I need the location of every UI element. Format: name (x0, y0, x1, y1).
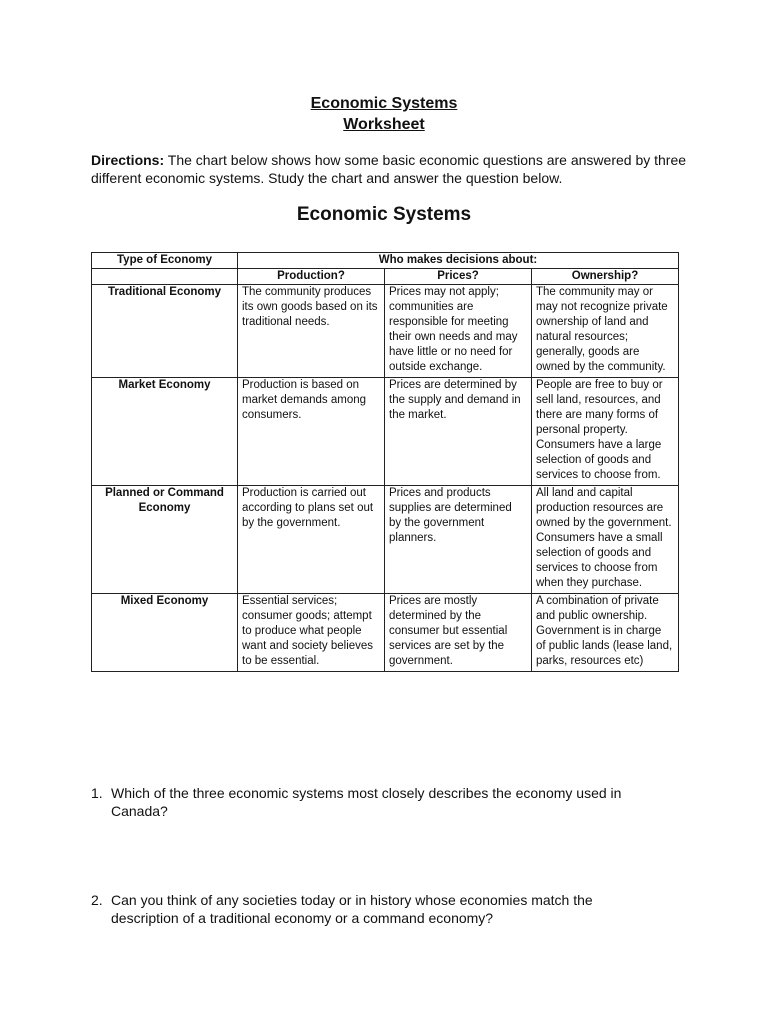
question-text-line1: Which of the three economic systems most closely describes the economy used in (111, 785, 622, 801)
row-prices-cell: Prices are determined by the supply and demand in the market. (385, 378, 532, 486)
row-production-cell: Production is carried out according to plans set out by the government. (238, 486, 385, 594)
row-ownership-cell: A combination of private and public ownership. Government is in charge of public lands (lease land, parks, resources etc) (532, 594, 679, 672)
row-type-cell: Mixed Economy (92, 594, 238, 672)
table-row (92, 378, 679, 486)
row-type-cell: Market Economy (92, 378, 238, 486)
header-who-makes-decisions: Who makes decisions about: (238, 253, 679, 269)
question-number: 2. (91, 892, 103, 908)
page-title (0, 93, 768, 135)
economic-systems-table (91, 252, 679, 672)
header-type-of-economy: Type of Economy (92, 253, 238, 269)
question-2 (91, 891, 691, 927)
row-type-cell: Traditional Economy (92, 285, 238, 378)
row-ownership-cell: The community may or may not recognize private ownership of land and natural resources; generally, goods are owned by the community. (532, 285, 679, 378)
question-number: 1. (91, 785, 103, 801)
question-text-line1: Can you think of any societies today or in history whose economies match the (111, 892, 593, 908)
header-ownership: Ownership? (532, 269, 679, 285)
chart-title: Economic Systems (296, 204, 472, 225)
question-text-line2: Canada? (111, 803, 168, 819)
header-prices: Prices? (385, 269, 532, 285)
question-1 (91, 784, 691, 820)
table-row (92, 486, 679, 594)
row-ownership-cell: All land and capital production resources are owned by the government. Consumers have a small selection of goods and services to choose from when they purchase. (532, 486, 679, 594)
table-header-row (92, 253, 679, 269)
row-ownership-cell: People are free to buy or sell land, resources, and there are many forms of personal property. Consumers have a large selection of goods and services to choose from. (532, 378, 679, 486)
row-production-cell: Production is based on market demands among consumers. (238, 378, 385, 486)
table-row (92, 285, 679, 378)
row-prices-cell: Prices may not apply; communities are responsible for meeting their own needs and may have little or no need for outside exchange. (385, 285, 532, 378)
directions-text: The chart below shows how some basic economic questions are answered by three different economic systems. Study the chart and answer the question below. (91, 152, 687, 186)
row-prices-cell: Prices are mostly determined by the consumer but essential services are set by the government. (385, 594, 532, 672)
question-text-line2: description of a traditional economy or a command economy? (111, 910, 494, 926)
table-subheader-row (92, 269, 679, 285)
header-production: Production? (238, 269, 385, 285)
title-line-1: Economic Systems (310, 95, 458, 112)
row-production-cell: The community produces its own goods based on its traditional needs. (238, 285, 385, 378)
directions-label: Directions: (91, 152, 165, 168)
table-row (92, 594, 679, 672)
header-blank (92, 269, 238, 285)
row-production-cell: Essential services; consumer goods; attempt to produce what people want and society believes to be essential. (238, 594, 385, 672)
row-type-cell: Planned or Command Economy (92, 486, 238, 594)
directions-paragraph (91, 151, 691, 187)
title-line-2: Worksheet (343, 116, 425, 133)
row-prices-cell: Prices and products supplies are determined by the government planners. (385, 486, 532, 594)
